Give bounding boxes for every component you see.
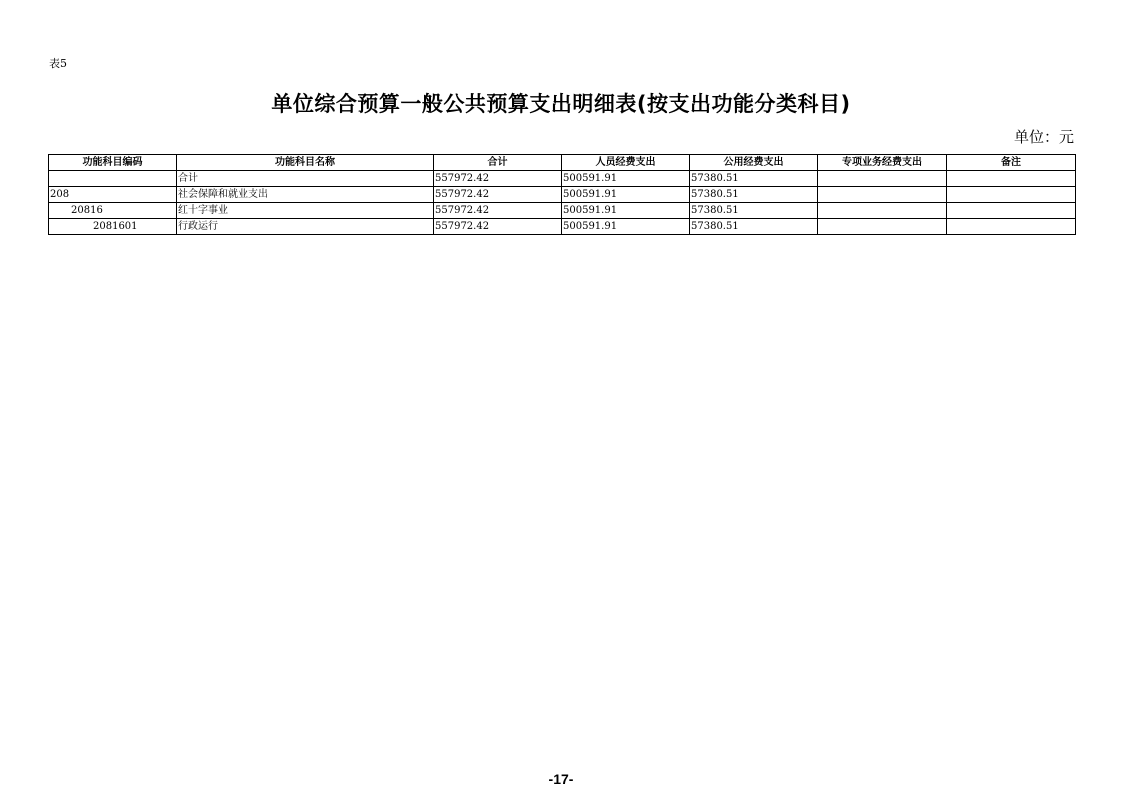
- cell-code: 20816: [49, 203, 177, 219]
- cell-special: [818, 171, 947, 187]
- cell-name: 红十字事业: [177, 203, 434, 219]
- column-header-public: 公用经费支出: [690, 155, 818, 171]
- page-number: -17-: [548, 771, 574, 787]
- cell-special: [818, 203, 947, 219]
- column-header-name: 功能科目名称: [177, 155, 434, 171]
- cell-special: [818, 187, 947, 203]
- cell-code: 208: [49, 187, 177, 203]
- column-header-code: 功能科目编码: [49, 155, 177, 171]
- cell-total: 557972.42: [434, 203, 562, 219]
- cell-personnel: 500591.91: [562, 219, 690, 235]
- cell-code: 2081601: [49, 219, 177, 235]
- cell-code: [49, 171, 177, 187]
- table-row: [49, 187, 1076, 203]
- cell-name: 行政运行: [177, 219, 434, 235]
- table-header-row: [49, 155, 1076, 171]
- column-header-remark: 备注: [947, 155, 1076, 171]
- table-label: 表5: [49, 57, 67, 70]
- table-row: [49, 219, 1076, 235]
- cell-remark: [947, 187, 1076, 203]
- cell-personnel: 500591.91: [562, 187, 690, 203]
- table-row: [49, 171, 1076, 187]
- cell-name: 社会保障和就业支出: [177, 187, 434, 203]
- column-header-total: 合计: [434, 155, 562, 171]
- cell-special: [818, 219, 947, 235]
- cell-personnel: 500591.91: [562, 203, 690, 219]
- cell-public: 57380.51: [690, 219, 818, 235]
- table-row: [49, 203, 1076, 219]
- cell-remark: [947, 171, 1076, 187]
- cell-name: 合计: [177, 171, 434, 187]
- cell-personnel: 500591.91: [562, 171, 690, 187]
- document-title: 单位综合预算一般公共预算支出明细表(按支出功能分类科目): [271, 92, 851, 116]
- cell-total: 557972.42: [434, 187, 562, 203]
- unit-label: 单位：元: [1013, 128, 1074, 146]
- cell-total: 557972.42: [434, 171, 562, 187]
- column-header-personnel: 人员经费支出: [562, 155, 690, 171]
- cell-remark: [947, 203, 1076, 219]
- budget-table: [48, 154, 1076, 235]
- cell-remark: [947, 219, 1076, 235]
- cell-total: 557972.42: [434, 219, 562, 235]
- cell-public: 57380.51: [690, 187, 818, 203]
- cell-public: 57380.51: [690, 203, 818, 219]
- cell-public: 57380.51: [690, 171, 818, 187]
- column-header-special: 专项业务经费支出: [818, 155, 947, 171]
